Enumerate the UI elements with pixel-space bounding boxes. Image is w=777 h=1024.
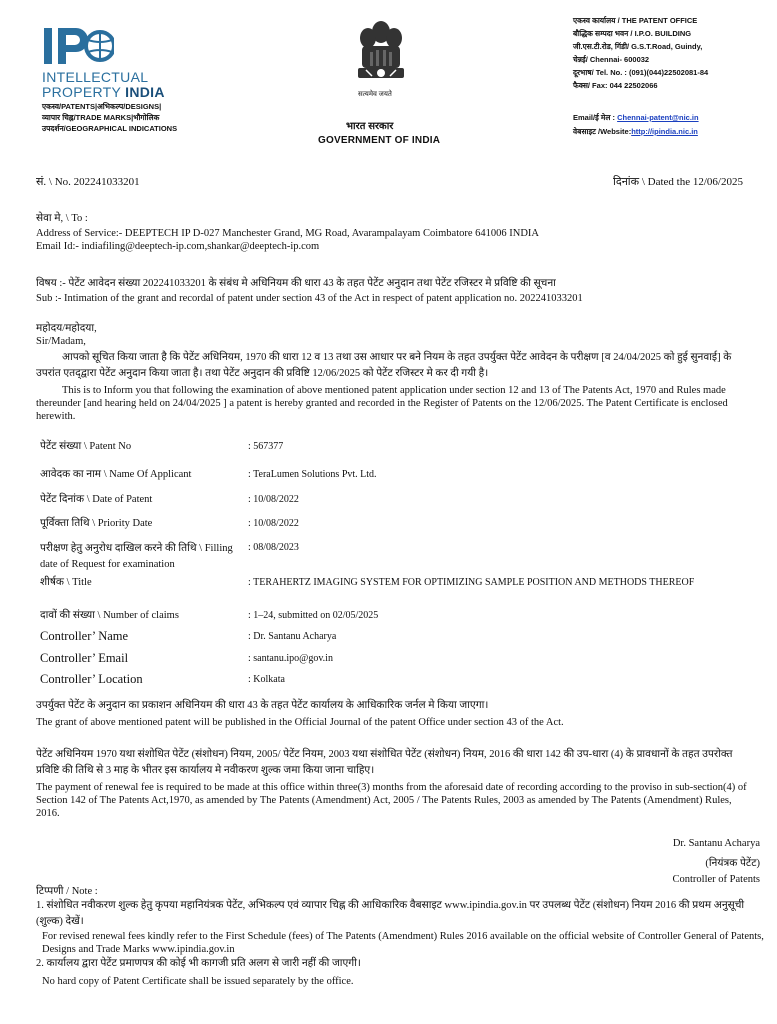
detail-label: पूर्विक्ता तिथि \ Priority Date [40,518,153,529]
detail-value: : 1–24, submitted on 02/05/2025 [248,610,379,621]
salutation [36,322,97,348]
letter-date: दिनांक \ Dated the 12/06/2025 [613,176,743,188]
body-english: This is to Inform you that following the examination of above mentioned patent application under section 12 and 13 of The Patents Act, 1970 and Rules made thereunder [and hearing held on 24/04/2025 ] a patent is hereby granted and recorded in the Register of Patents on the 12/06/2025. The Patent Certificate is enclosed herewith. [36,385,728,422]
detail-value: : Kolkata [248,674,285,685]
publication-english: The grant of above mentioned patent will be published in the Official Journal of the patent Office under section 43 of the Act. [36,717,564,728]
detail-value: : TERAHERTZ IMAGING SYSTEM FOR OPTIMIZING SAMPLE POSITION AND METHODS THEREOF [248,577,695,588]
office-line: दूरभाष/ Tel. No. : (091)(044)22502081-84 [573,68,709,77]
office-line: बौद्धिक सम्पदा भवन / I.P.O. BUILDING [573,29,692,38]
intimation-body [36,350,756,423]
government-title: GOVERNMENT OF INDIA [318,135,441,146]
email-label: Email/ई मेल : [573,113,616,122]
office-line: चेन्नई/ Chennai- 600032 [573,55,650,64]
address-of-service: Address of Service:- DEEPTECH IP D-027 Manchester Grand, MG Road, Avarampalayam Coimbatore 641006 INDIA [36,228,540,239]
note-2-english: No hard copy of Patent Certificate shall be issued separately by the office. [42,976,354,987]
signatory-title: Controller of Patents [672,874,760,885]
signatory-title-hindi: (नियंत्रक पेटेंट) [705,858,760,869]
emblem-motto: सत्यमेव जयते [358,90,392,98]
reference-number: सं. \ No. 202241033201 [36,176,140,188]
ip-india-logo [44,24,114,68]
government-title-hindi: भारत सरकार [346,121,394,132]
renewal-hindi: पेटेंट अधिनियम 1970 यथा संशोधित पेटेंट (संशोधन) नियम, 2005/ पेटेंट नियम, 2003 यथा संशोधित पेटेंट (संशोधन) नियम, 2016 की धारा 142 की उप-धारा (4) के प्रावधानों के तहत उपरोक्त प्रविष्टि की तिथि से 3 माह के भीतर इस कार्यालय मे नवीकरण शुल्क जमा किया जाना चाहिए। [36,749,733,776]
to-label: सेवा मे, \ To : [36,213,88,224]
salutation-english: Sir/Madam, [36,336,86,347]
subject-english: Sub :- Intimation of the grant and recordal of patent under section 43 of the Act in respect of patent application no. 202241033201 [36,293,583,304]
detail-value: : 567377 [248,441,284,452]
office-address [573,14,773,92]
salutation-hindi: महोदय/महोदया, [36,323,97,334]
office-line: जी.एस.टी.रोड, गिंडी/ G.S.T.Road, Guindy, [573,42,703,51]
detail-value: : 10/08/2022 [248,494,299,505]
org-subtitle: एकस्व/PATENTS|अभिकल्प/DESIGNS| व्यापार चिह्न/TRADE MARKS|भौगोलिक उपदर्शन/GEOGRAPHICAL INDICATIONS [42,102,178,133]
addressee-email: Email Id:- indiafiling@deeptech-ip.com,shankar@deeptech-ip.com [36,241,320,252]
subject-hindi: विषय :- पेटेंट आवेदन संख्या 202241033201 के संबंध मे अधिनियम की धारा 43 के तहत पेटेंट अनुदान तथा पेटेंट रजिस्टर मे प्रविष्टि की सूचना [36,278,556,289]
publication-notice [36,699,756,729]
office-line: फैक्स/ Fax: 044 22502066 [573,81,658,90]
org-name: INTELLECTUAL PROPERTY INDIA [42,69,165,100]
detail-label: परीक्षण हेतु अनुरोध दाखिल करने की तिथि \ Filling date of Request for examination [40,543,233,570]
office-email-link[interactable]: Chennai-patent@nic.in [617,113,699,122]
detail-label: पेटेंट संख्या \ Patent No [40,441,132,452]
signature-block [590,836,760,888]
notes-block [36,885,766,988]
detail-label: Controller’ Email [40,651,129,665]
detail-label: Controller’ Location [40,672,143,686]
note-2-hindi: 2. कार्यालय द्वारा पेटेंट प्रमाणपत्र की कोई भी कागजी प्रति अलग से जारी नहीं की जाएगी। [36,958,361,969]
detail-value: : Dr. Santanu Acharya [248,631,337,642]
detail-label: Controller’ Name [40,629,129,643]
note-1-hindi: 1. संशोधित नवीकरण शुल्क हेतु कृपया महानियंत्रक पेटेंट, अभिकल्प एवं व्यापार चिह्न की आधिकारिक वैबसाइट www.ipindia.gov.in पर उपलब्ध पेटेंट (संशोधन) नियम 2016 की प्रथम अनुसूची (शुल्क) देखें। [36,900,745,927]
renewal-notice [36,747,756,820]
office-website-link[interactable]: http://ipindia.nic.in [631,127,698,136]
office-line: एकस्व कार्यालय / THE PATENT OFFICE [573,16,698,25]
office-contact [573,111,699,139]
subject-block [36,276,766,306]
body-hindi: आपको सूचित किया जाता है कि पेटेंट अधिनियम, 1970 की धारा 12 व 13 तथा उस आधार पर बने नियम के तहत उपर्युक्त पेटेंट आवेदन के परीक्षण [व 24/04/2025 को हुई सुनवाई] के उपरांत एतद्‌द्वारा पेटेंट अनुदान किया जाता है। तथा पेटेंट अनुदान की प्रविष्टि 12/06/2025 को पेटेंट रजिस्टर मे कर दी गयी है। [36,352,732,379]
renewal-english: The payment of renewal fee is required to be made at this office within three(3) months from the aforesaid date of recording according to the proviso in sub-section(4) of Section 142 of The Patents Act,1970, as amended by The Patents (Amendment) Act, 2005 / The Patents Rules, 2003 as amended by The Patents (Amendment) Rules, 2016. [36,782,747,819]
detail-value: : 08/08/2023 [248,542,299,553]
detail-label: पेटेंट दिनांक \ Date of Patent [40,494,153,505]
national-emblem-icon [340,12,422,98]
detail-value: : santanu.ipo@gov.in [248,653,333,664]
signatory-name: Dr. Santanu Acharya [672,838,760,849]
publication-hindi: उपर्युक्त पेटेंट के अनुदान का प्रकाशन अधिनियम की धारा 43 के तहत पेटेंट कार्यालय के आधिकारिक जर्नल मे किया जाएगा। [36,700,489,711]
detail-value: : TeraLumen Solutions Pvt. Ltd. [248,469,377,480]
website-label: वेबसाइट /Website: [573,127,632,136]
note-1-english: For revised renewal fees kindly refer to the First Schedule (fees) of The Patents (Amendment) Rules 2016 available on the official website of Controller General of Patents, Designs and Trade Marks www.ipindia.gov.in [42,931,764,955]
detail-label: दावों की संख्या \ Number of claims [40,610,179,621]
detail-value: : 10/08/2022 [248,518,299,529]
detail-label: शीर्षक \ Title [40,577,92,588]
detail-label: आवेदक का नाम \ Name Of Applicant [40,469,192,480]
note-heading: टिप्पणी / Note : [36,886,98,897]
addressee-block [36,212,756,253]
